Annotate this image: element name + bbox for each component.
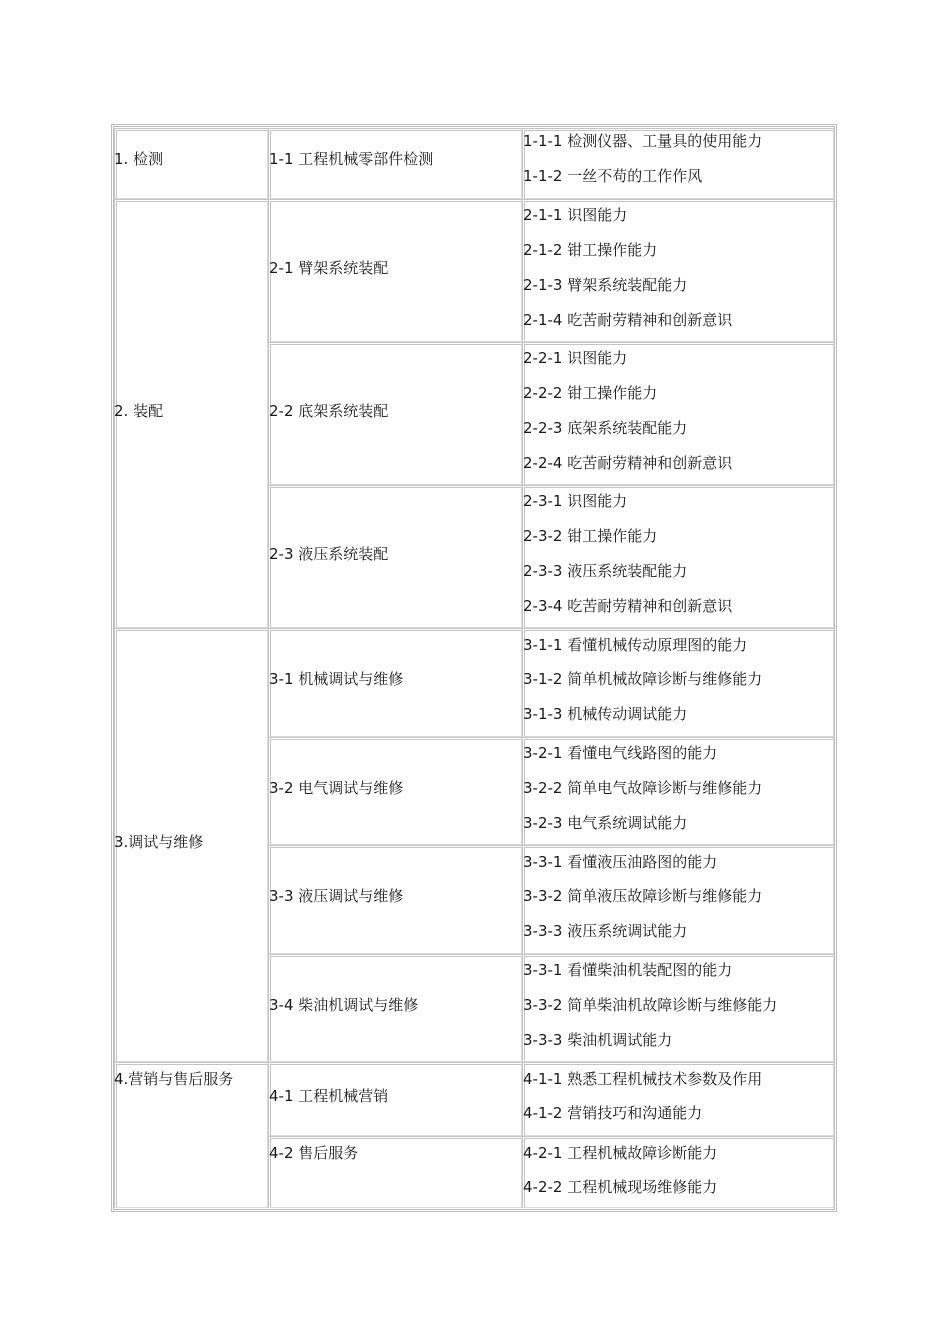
group-title-3-3: 3-3 液压调试与维修 (269, 887, 404, 905)
group-title-3-2: 3-2 电气调试与维修 (269, 779, 404, 797)
item-2-1-3: 2-1-3 臂架系统装配能力 (523, 276, 688, 294)
category-label-4: 4.营销与售后服务 (114, 1070, 234, 1088)
group-title-1-1: 1-1 工程机械零部件检测 (269, 150, 434, 168)
item-3-4-3: 3-3-3 柴油机调试能力 (523, 1031, 673, 1049)
group-title-3-1: 3-1 机械调试与维修 (269, 670, 404, 688)
group-title-3-4: 3-4 柴油机调试与维修 (269, 996, 419, 1014)
item-3-3-2: 3-3-2 简单液压故障诊断与维修能力 (523, 887, 763, 905)
item-2-3-2: 2-3-2 钳工操作能力 (523, 527, 658, 545)
group-title-2-1: 2-1 臂架系统装配 (269, 259, 389, 277)
group-title-2-2: 2-2 底架系统装配 (269, 402, 389, 420)
item-2-1-2: 2-1-2 钳工操作能力 (523, 241, 658, 259)
item-3-2-3: 3-2-3 电气系统调试能力 (523, 814, 688, 832)
item-2-3-1: 2-3-1 识图能力 (523, 492, 628, 510)
category-label-3: 3.调试与维修 (114, 833, 204, 851)
category-label-2: 2. 装配 (114, 402, 164, 420)
item-2-2-1: 2-2-1 识图能力 (523, 349, 628, 367)
item-3-2-2: 3-2-2 简单电气故障诊断与维修能力 (523, 779, 763, 797)
item-2-2-2: 2-2-2 钳工操作能力 (523, 384, 658, 402)
item-3-2-1: 3-2-1 看懂电气线路图的能力 (523, 744, 718, 762)
item-3-1-1: 3-1-1 看懂机械传动原理图的能力 (523, 636, 748, 654)
item-2-2-4: 2-2-4 吃苦耐劳精神和创新意识 (523, 454, 733, 472)
item-2-1-4: 2-1-4 吃苦耐劳精神和创新意识 (523, 311, 733, 329)
item-3-4-2: 3-3-2 简单柴油机故障诊断与维修能力 (523, 996, 778, 1014)
item-4-1-2: 4-1-2 营销技巧和沟通能力 (523, 1104, 703, 1122)
group-title-4-2: 4-2 售后服务 (269, 1144, 359, 1162)
item-3-1-2: 3-1-2 简单机械故障诊断与维修能力 (523, 670, 763, 688)
item-3-3-3: 3-3-3 液压系统调试能力 (523, 922, 688, 940)
group-title-4-1: 4-1 工程机械营销 (269, 1087, 389, 1105)
category-label-1: 1. 检测 (114, 150, 164, 168)
item-2-2-3: 2-2-3 底架系统装配能力 (523, 419, 688, 437)
item-3-4-1: 3-3-1 看懂柴油机装配图的能力 (523, 961, 733, 979)
item-4-2-1: 4-2-1 工程机械故障诊断能力 (523, 1144, 718, 1162)
item-1-1-2: 1-1-2 一丝不苟的工作作风 (523, 167, 703, 185)
item-2-3-4: 2-3-4 吃苦耐劳精神和创新意识 (523, 597, 733, 615)
item-1-1-1: 1-1-1 检测仪器、工量具的使用能力 (523, 132, 763, 150)
item-3-3-1: 3-3-1 看懂液压油路图的能力 (523, 853, 718, 871)
item-4-2-2: 4-2-2 工程机械现场维修能力 (523, 1178, 718, 1196)
item-4-1-1: 4-1-1 熟悉工程机械技术参数及作用 (523, 1070, 763, 1088)
item-2-3-3: 2-3-3 液压系统装配能力 (523, 562, 688, 580)
group-title-2-3: 2-3 液压系统装配 (269, 545, 389, 563)
item-3-1-3: 3-1-3 机械传动调试能力 (523, 705, 688, 723)
item-2-1-1: 2-1-1 识图能力 (523, 206, 628, 224)
